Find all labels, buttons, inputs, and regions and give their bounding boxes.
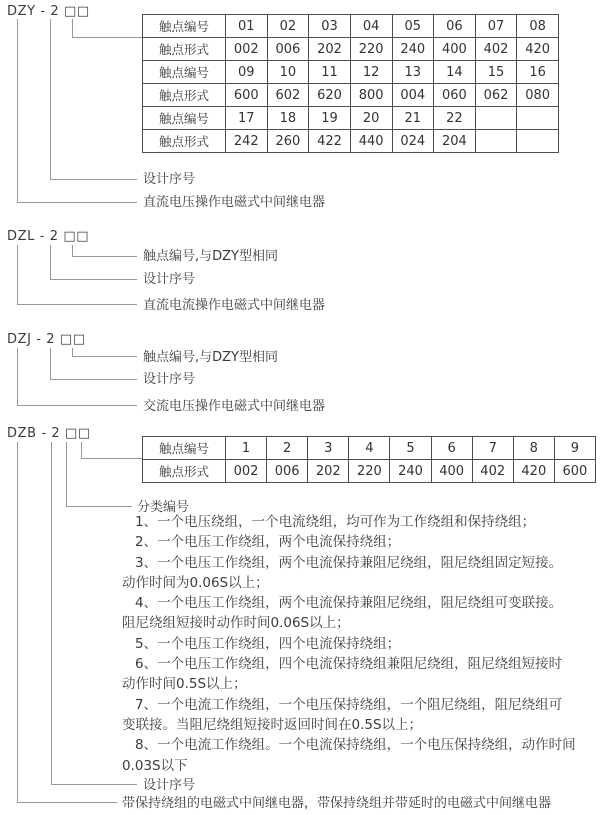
table-cell: 402 <box>472 460 513 483</box>
table-cell: 240 <box>390 460 431 483</box>
table-cell: 13 <box>392 61 434 84</box>
table-row <box>143 61 559 84</box>
table-cell: 004 <box>392 84 434 107</box>
dzb-model-code: DZB - 2 □□ <box>7 426 91 441</box>
dzy-type-leader-line <box>17 19 137 203</box>
table-cell: 14 <box>434 61 476 84</box>
row-header-cell: 触点形式 <box>143 38 226 61</box>
row-header-cell: 触点编号 <box>143 61 226 84</box>
table-row <box>143 437 596 460</box>
classification-note-line: 8、一个电流工作绕组。一个电流保持绕组，一个电压保持绕组，动作时间 <box>135 737 576 754</box>
table-cell: 060 <box>434 84 476 107</box>
classification-note-line: 变联接。当阻尼绕组短接时返回时间在0.5S以上； <box>122 716 423 733</box>
table-cell <box>475 130 517 153</box>
table-cell: 600 <box>554 460 595 483</box>
table-cell: 8 <box>513 437 554 460</box>
dzl-type-leader-line <box>17 245 137 305</box>
classification-note-line: 6、一个电压工作绕组，四个电流保持绕组兼阻尼绕组，阻尼绕组短接时 <box>135 656 563 673</box>
classification-note-line: 3、一个电压工作绕组，两个电流保持兼阻尼绕组，阻尼绕组固定短接。 <box>135 554 563 571</box>
table-cell: 01 <box>226 15 268 38</box>
table-cell: 620 <box>309 84 351 107</box>
table-cell: 080 <box>517 84 559 107</box>
dzj-design-label: 设计序号 <box>143 372 196 387</box>
table-cell: 602 <box>267 84 309 107</box>
table-cell: 15 <box>475 61 517 84</box>
table-cell: 09 <box>226 61 268 84</box>
table-cell: 204 <box>434 130 476 153</box>
dzj-type-label: 交流电压操作电磁式中间继电器 <box>143 399 326 414</box>
table-cell: 3 <box>308 437 349 460</box>
table-cell: 220 <box>350 38 392 61</box>
table-cell: 11 <box>309 61 351 84</box>
table-cell: 220 <box>349 460 390 483</box>
dzb-classification-label: 分类编号 <box>137 500 190 515</box>
table-cell: 600 <box>226 84 268 107</box>
table-cell: 04 <box>350 15 392 38</box>
table-cell: 006 <box>267 38 309 61</box>
table-cell: 21 <box>392 107 434 130</box>
row-header-cell: 触点编号 <box>143 437 226 460</box>
table-cell: 006 <box>267 460 308 483</box>
dzb-type-leader-line <box>17 442 117 803</box>
dzj-type-leader-line <box>17 348 137 406</box>
table-cell: 16 <box>517 61 559 84</box>
table-cell: 024 <box>392 130 434 153</box>
dzj-model-code: DZJ - 2 □□ <box>7 332 86 347</box>
classification-note-line: 阻尼绕组短接时动作时间0.06S以上； <box>122 615 350 632</box>
table-cell <box>517 107 559 130</box>
table-cell: 242 <box>226 130 268 153</box>
row-header-cell: 触点编号 <box>143 107 226 130</box>
dzy-contact-table <box>142 14 559 153</box>
table-cell: 800 <box>350 84 392 107</box>
classification-note-line: 动作时间为0.06S以上； <box>122 574 269 591</box>
table-cell: 4 <box>349 437 390 460</box>
table-cell: 20 <box>350 107 392 130</box>
dzl-contact-label: 触点编号,与DZY型相同 <box>143 249 278 264</box>
table-cell: 03 <box>309 15 351 38</box>
dzb-type-label: 带保持绕组的电磁式中间继电器，带保持绕组并带延时的电磁式中间继电器 <box>122 796 552 811</box>
table-cell: 07 <box>475 15 517 38</box>
classification-note-line: 0.03S以下 <box>122 757 188 774</box>
table-cell: 420 <box>517 38 559 61</box>
classification-note-line: 动作时间0.5S以上； <box>122 676 247 693</box>
table-row <box>143 130 559 153</box>
table-cell: 1 <box>226 437 267 460</box>
dzl-model-code: DZL - 2 □□ <box>7 229 90 244</box>
table-cell: 002 <box>226 38 268 61</box>
table-cell: 08 <box>517 15 559 38</box>
table-cell: 7 <box>472 437 513 460</box>
dzl-design-label: 设计序号 <box>143 272 196 287</box>
table-cell: 420 <box>513 460 554 483</box>
table-cell: 5 <box>390 437 431 460</box>
table-cell: 202 <box>308 460 349 483</box>
table-row <box>143 460 596 483</box>
table-row <box>143 38 559 61</box>
classification-note-line: 1、一个电压绕组，一个电流绕组，均可作为工作绕组和保持绕组； <box>135 514 536 530</box>
dzy-design-label: 设计序号 <box>143 172 196 187</box>
table-cell: 002 <box>226 460 267 483</box>
table-cell: 19 <box>309 107 351 130</box>
table-cell: 17 <box>226 107 268 130</box>
table-cell: 422 <box>309 130 351 153</box>
classification-note-line: 7、一个电流工作绕组，一个电压保持绕组，一个阻尼绕组，阻尼绕组可 <box>135 696 563 713</box>
table-cell: 440 <box>350 130 392 153</box>
classification-note-line: 5、一个电压工作绕组，四个电流保持绕组； <box>135 635 401 652</box>
table-cell: 400 <box>434 38 476 61</box>
table-cell: 18 <box>267 107 309 130</box>
table-cell: 02 <box>267 15 309 38</box>
table-cell: 6 <box>431 437 472 460</box>
row-header-cell: 触点形式 <box>143 84 226 107</box>
table-cell: 400 <box>431 460 472 483</box>
table-cell: 260 <box>267 130 309 153</box>
table-cell: 06 <box>434 15 476 38</box>
table-row <box>143 84 559 107</box>
table-row <box>143 15 559 38</box>
table-cell: 12 <box>350 61 392 84</box>
dzy-model-code: DZY - 2 □□ <box>7 4 90 19</box>
row-header-cell: 触点形式 <box>143 130 226 153</box>
classification-note-line: 2、一个电压工作绕组，两个电流保持绕组； <box>135 534 401 551</box>
table-cell: 062 <box>475 84 517 107</box>
dzl-type-label: 直流电流操作电磁式中间继电器 <box>143 298 326 313</box>
dzb-contact-table <box>142 436 596 483</box>
row-header-cell: 触点编号 <box>143 15 226 38</box>
dzj-contact-label: 触点编号,与DZY型相同 <box>143 350 278 365</box>
table-cell: 22 <box>434 107 476 130</box>
dzb-classification-notes <box>122 512 602 776</box>
table-cell: 202 <box>309 38 351 61</box>
row-header-cell: 触点形式 <box>143 460 226 483</box>
table-cell: 10 <box>267 61 309 84</box>
table-cell: 05 <box>392 15 434 38</box>
table-row <box>143 107 559 130</box>
table-cell <box>517 130 559 153</box>
dzb-design-label: 设计序号 <box>143 778 196 793</box>
classification-note-line: 4、一个电压工作绕组，两个电流保持兼阻尼绕组，阻尼绕组可变联接。 <box>135 595 563 612</box>
table-cell: 9 <box>554 437 595 460</box>
table-cell: 2 <box>267 437 308 460</box>
dzy-type-label: 直流电压操作电磁式中间继电器 <box>143 195 326 210</box>
table-cell <box>475 107 517 130</box>
table-cell: 240 <box>392 38 434 61</box>
table-cell: 402 <box>475 38 517 61</box>
